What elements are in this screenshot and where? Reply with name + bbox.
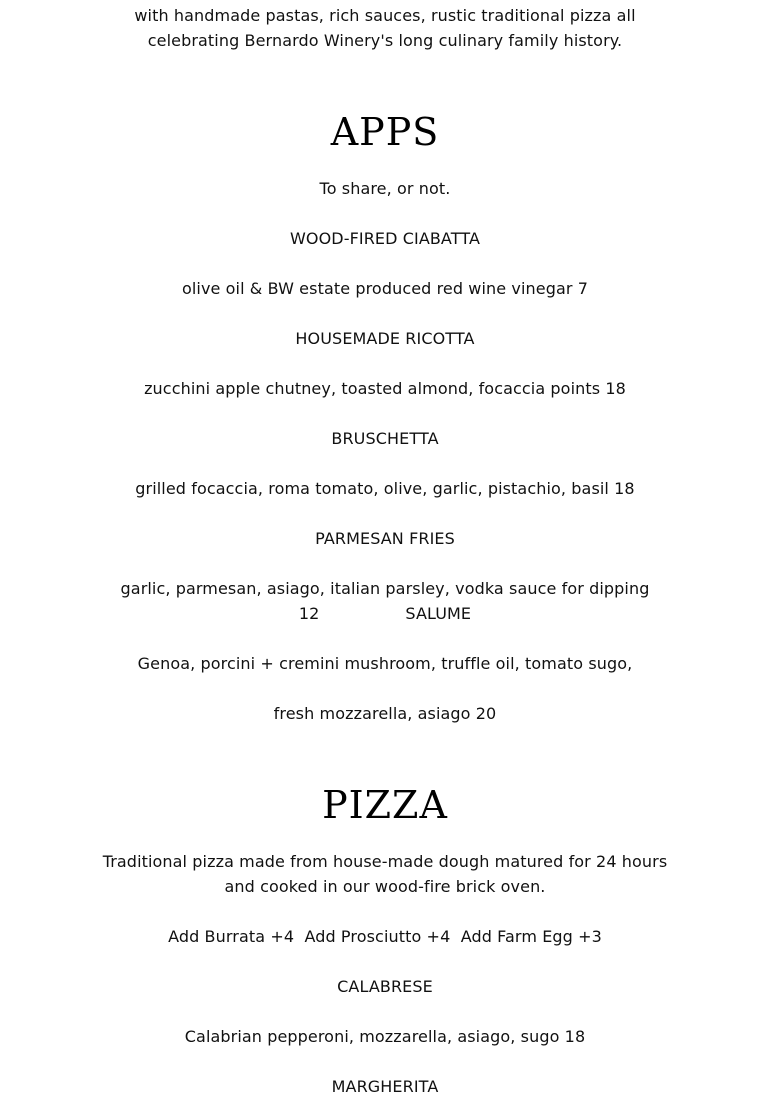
menu-item-description: fresh mozzarella, asiago 20	[273, 704, 497, 723]
menu-item-description: zucchini apple chutney, toasted almond, focaccia points 18	[144, 379, 626, 398]
menu-item-description: olive oil & BW estate produced red wine vinegar 7	[181, 279, 589, 298]
menu-item-description: grilled focaccia, roma tomato, olive, garlic, pistachio, basil 18	[135, 479, 635, 498]
pizza-heading: PIZZA	[322, 783, 448, 827]
pizza-intro-line-1: Traditional pizza made from house-made dough matured for 24 hours	[102, 852, 668, 871]
pizza-addons: Add Burrata +4 Add Prosciutto +4 Add Farm Egg +3	[168, 927, 602, 946]
intro-text-line-2: celebrating Bernardo Winery's long culinary family history.	[147, 31, 623, 50]
menu-item-description: Genoa, porcini + cremini mushroom, truffle oil, tomato sugo,	[137, 654, 633, 673]
menu-item-price-and-next-name	[0, 601, 770, 626]
menu-item-name: WOOD-FIRED CIABATTA	[289, 229, 481, 248]
apps-tagline: To share, or not.	[319, 179, 451, 198]
menu-item-name: SALUME	[405, 604, 472, 623]
apps-heading: APPS	[330, 110, 440, 154]
menu-item-name: CALABRESE	[337, 977, 433, 996]
menu-item-name: BRUSCHETTA	[331, 429, 439, 448]
menu-item-price: 12	[298, 604, 320, 623]
menu-item-name: HOUSEMADE RICOTTA	[295, 329, 475, 348]
menu-item-description: Calabrian pepperoni, mozzarella, asiago, sugo 18	[184, 1027, 586, 1046]
menu-item-name: MARGHERITA	[331, 1077, 439, 1096]
menu-item-description: garlic, parmesan, asiago, italian parsley, vodka sauce for dipping	[120, 579, 650, 598]
menu-item-name: PARMESAN FRIES	[315, 529, 455, 548]
pizza-intro-line-2: and cooked in our wood-fire brick oven.	[224, 877, 546, 896]
intro-text-line-1: with handmade pastas, rich sauces, rustic traditional pizza all	[134, 6, 636, 25]
